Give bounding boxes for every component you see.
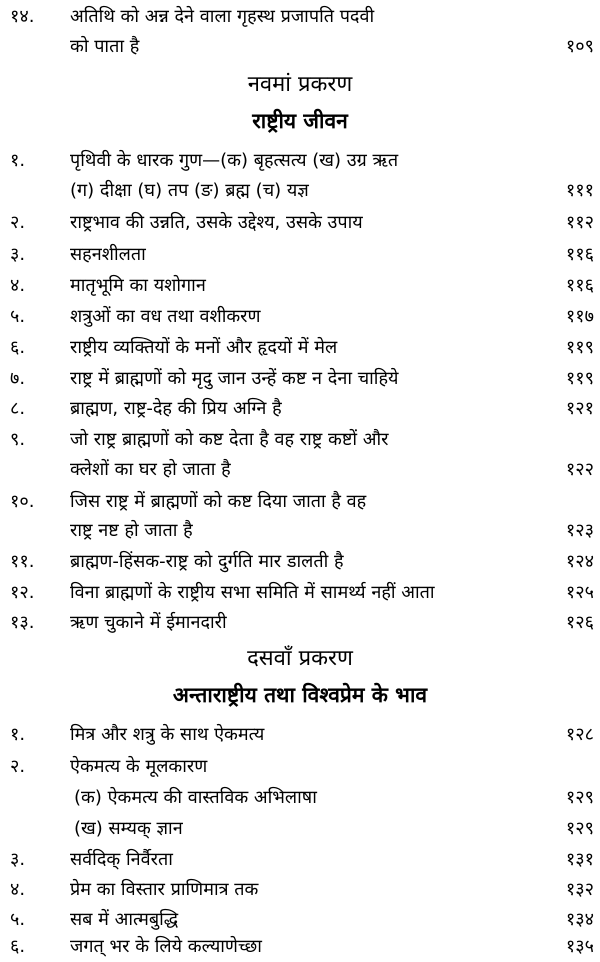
section-subtitle: अन्ताराष्ट्रीय तथा विश्वप्रेम के भाव <box>172 683 428 707</box>
toc-entry <box>0 608 600 638</box>
entry-text: (ख) सम्यक् ज्ञान <box>74 818 183 839</box>
toc-entry <box>0 302 600 332</box>
toc-entry <box>0 547 600 577</box>
entry-text: राष्ट्रीय व्यक्तियों के मनों और हृदयों में मेल <box>70 337 338 358</box>
entry-number: ५. <box>10 909 26 930</box>
entry-text: प्रेम का विस्तार प्राणिमात्र तक <box>70 879 259 900</box>
entry-number: ११. <box>10 551 35 572</box>
entry-text: जो राष्ट्र ब्राह्मणों को कष्ट देता है वह राष्ट्र कष्टों और <box>70 429 389 450</box>
entry-number: ८. <box>10 398 26 419</box>
entry-page-number: १२९ <box>565 818 594 839</box>
entry-number: ४. <box>10 275 26 296</box>
entry-number: २. <box>10 212 26 233</box>
entry-number: १. <box>10 724 26 745</box>
entry-page-number: ११६ <box>565 275 594 296</box>
toc-entry <box>0 394 600 424</box>
entry-text: जिस राष्ट्र में ब्राह्मणों को कष्ट दिया जाता है वह <box>70 491 367 512</box>
toc-entry <box>0 333 600 363</box>
toc-entry <box>0 905 600 935</box>
entry-page-number: १३२ <box>565 879 594 900</box>
entry-number: १०. <box>10 491 35 512</box>
toc-entry <box>0 2 600 32</box>
entry-page-number: १२४ <box>565 551 594 572</box>
toc-entry <box>0 875 600 905</box>
toc-entry <box>0 932 600 962</box>
toc-entry <box>0 487 600 517</box>
toc-entry <box>0 720 600 750</box>
toc-subentry <box>0 783 600 813</box>
toc-entry <box>0 240 600 270</box>
entry-page-number: ११२ <box>565 212 594 233</box>
entry-text: ब्राह्मण-हिंसक-राष्ट्र को दुर्गति मार डालती है <box>70 551 344 572</box>
entry-text: क्लेशों का घर हो जाता है <box>70 459 231 480</box>
entry-text: मातृभूमि का यशोगान <box>70 275 206 296</box>
entry-page-number: ११६ <box>565 244 594 265</box>
entry-text: पृथिवी के धारक गुण—(क) बृहत्सत्य (ख) उग्र ऋत <box>70 150 399 171</box>
entry-page-number: १११ <box>565 180 594 201</box>
toc-entry-continuation <box>0 455 600 485</box>
entry-text: राष्ट्रभाव की उन्नति, उसके उद्देश्य, उसके उपाय <box>70 212 363 233</box>
entry-number: ४. <box>10 879 26 900</box>
section-subtitle: राष्ट्रीय जीवन <box>252 109 348 133</box>
entry-number: ७. <box>10 368 26 389</box>
entry-number: १. <box>10 150 26 171</box>
toc-entry <box>0 208 600 238</box>
entry-page-number: १२२ <box>565 459 594 480</box>
entry-text: (क) ऐकमत्य की वास्तविक अभिलाषा <box>74 787 317 808</box>
toc-entry <box>0 146 600 176</box>
entry-number: ३. <box>10 244 26 265</box>
entry-number: ६. <box>10 936 26 957</box>
entry-page-number: ११७ <box>565 306 594 327</box>
toc-entry <box>0 425 600 455</box>
toc-entry <box>0 752 600 782</box>
toc-entry-continuation <box>0 176 600 206</box>
entry-text: विना ब्राह्मणों के राष्ट्रीय सभा समिति में सामर्थ्य नहीं आता <box>70 582 435 603</box>
entry-text: सब में आत्मबुद्धि <box>70 909 179 930</box>
toc-entry-continuation <box>0 516 600 546</box>
entry-text: राष्ट्र में ब्राह्मणों को मृदु जान उन्हें कष्ट न देना चाहिये <box>70 368 399 389</box>
entry-text: शत्रुओं का वध तथा वशीकरण <box>70 306 261 327</box>
toc-entry-continuation <box>0 32 600 62</box>
entry-page-number: १२८ <box>565 724 594 745</box>
entry-text: मित्र और शत्रु के साथ ऐकमत्य <box>70 724 265 745</box>
entry-number: ९. <box>10 429 26 450</box>
entry-number: ३. <box>10 849 26 870</box>
toc-entry <box>0 364 600 394</box>
section-title: दसवाँ प्रकरण <box>247 646 353 671</box>
toc-entry <box>0 271 600 301</box>
entry-number: ५. <box>10 306 26 327</box>
entry-text: अतिथि को अन्न देने वाला गृहस्थ प्रजापति पदवी <box>70 6 375 27</box>
entry-page-number: १२५ <box>565 582 594 603</box>
entry-page-number: १२९ <box>565 787 594 808</box>
entry-page-number: ११९ <box>565 368 594 389</box>
entry-text: ब्राह्मण, राष्ट्र-देह की प्रिय अग्नि है <box>70 398 282 419</box>
entry-text: (ग) दीक्षा (घ) तप (ङ) ब्रह्म (च) यज्ञ <box>70 180 309 201</box>
entry-number: १२. <box>10 582 35 603</box>
toc-subentry <box>0 814 600 844</box>
entry-page-number: १३१ <box>565 849 594 870</box>
entry-number: १३. <box>10 612 35 633</box>
entry-number: ६. <box>10 337 26 358</box>
entry-text: सर्वदिक् निर्वैरता <box>70 849 173 870</box>
entry-page-number: १२६ <box>565 612 594 633</box>
entry-text: जगत् भर के लिये कल्याणेच्छा <box>70 936 262 957</box>
toc-entry <box>0 845 600 875</box>
entry-text: को पाता है <box>70 36 140 57</box>
entry-text: ऐकमत्य के मूलकारण <box>70 756 208 777</box>
entry-text: ऋण चुकाने में ईमानदारी <box>70 612 227 633</box>
entry-page-number: १२१ <box>565 398 594 419</box>
entry-text: राष्ट्र नष्ट हो जाता है <box>70 520 193 541</box>
toc-entry <box>0 578 600 608</box>
entry-page-number: ११९ <box>565 337 594 358</box>
section-title: नवमां प्रकरण <box>247 72 353 97</box>
entry-page-number: १३५ <box>565 936 594 957</box>
entry-page-number: १३४ <box>565 909 594 930</box>
entry-page-number: १०९ <box>565 36 594 57</box>
entry-page-number: १२३ <box>565 520 594 541</box>
entry-number: १४. <box>10 6 35 27</box>
entry-text: सहनशीलता <box>70 244 146 265</box>
entry-number: २. <box>10 756 26 777</box>
